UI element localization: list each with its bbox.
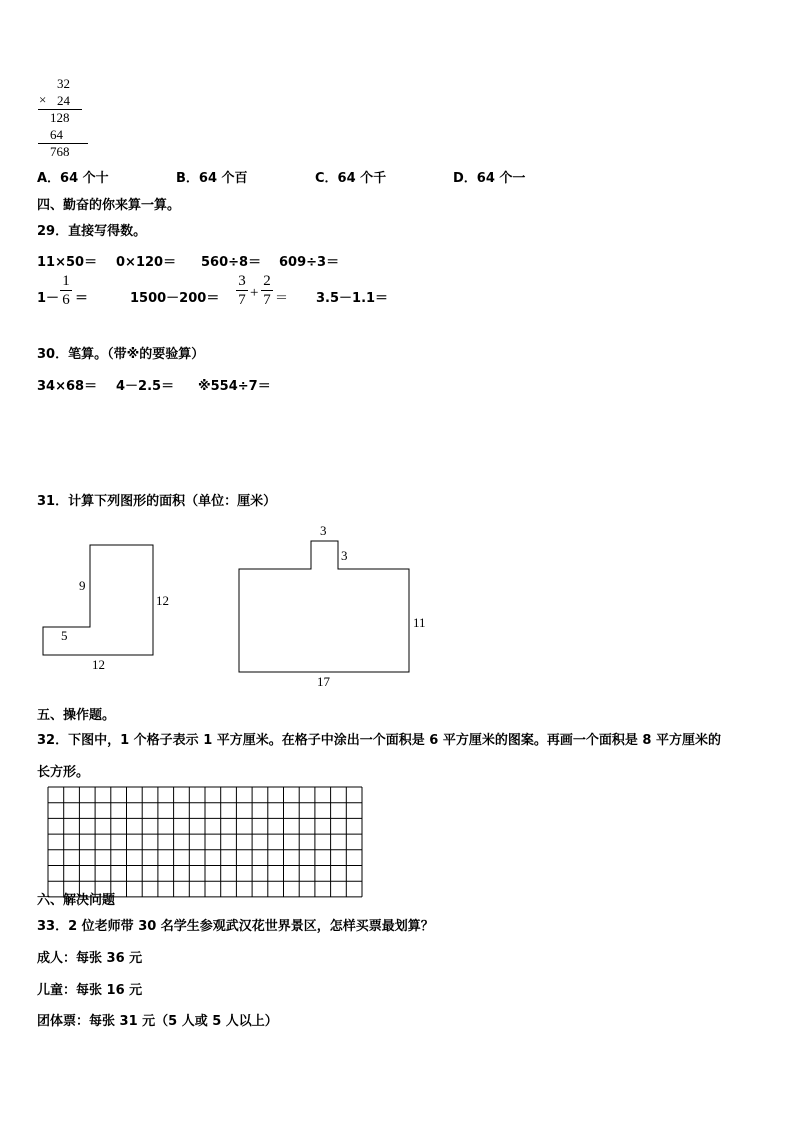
fraction-denominator: 7: [238, 292, 246, 308]
adult-ticket-price: 成人：每张 36 元: [37, 951, 143, 966]
fig1-label-left: 9: [79, 578, 86, 593]
q32-line-2: 长方形。: [37, 765, 90, 780]
group-ticket-price: 团体票：每张 31 元（5 人或 5 人以上）: [37, 1014, 278, 1029]
child-ticket-price: 儿童：每张 16 元: [37, 983, 143, 998]
q29-item-5-equals: ＝: [75, 291, 89, 306]
q33-title: 33．2 位老师带 30 名学生参观武汉花世界景区，怎样买票最划算？: [37, 919, 434, 934]
fig2-label-right: 11: [413, 615, 426, 630]
mult-result: 768: [50, 144, 70, 159]
q30-item-3: ※554÷7＝: [198, 379, 271, 394]
fig2-label-notch: 3: [341, 548, 348, 563]
option-c: C．64 个千: [315, 171, 387, 186]
q29-item-1: 11×50＝: [37, 255, 98, 270]
plus-sign: +: [250, 285, 259, 301]
q30-title: 30．笔算。（带※的要验算）: [37, 347, 205, 362]
mult-top-number: 32: [57, 76, 70, 91]
fraction-numerator: 2: [263, 273, 271, 289]
q29-item-7-equals: ＝: [275, 291, 289, 306]
q29-item-2: 0×120＝: [116, 255, 177, 270]
section-5-title: 五、操作题。: [37, 708, 116, 723]
mult-second-number: 24: [57, 93, 70, 108]
q29-item-4: 609÷3＝: [279, 255, 340, 270]
mult-partial-1: 128: [50, 110, 70, 125]
option-b: B．64 个百: [176, 171, 248, 186]
fig1-label-bottom: 12: [92, 657, 105, 672]
q29-item-3: 560÷8＝: [201, 255, 262, 270]
fig1-label-right: 12: [156, 593, 169, 608]
q32-line-1: 32．下图中，1 个格子表示 1 平方厘米。在格子中涂出一个面积是 6 平方厘米的图案。再画一个面积是 8 平方厘米的: [37, 733, 721, 748]
mult-partial-2: 64: [50, 127, 63, 142]
q30-item-1: 34×68＝: [37, 379, 98, 394]
q29-item-8: 3.5－1.1＝: [316, 291, 389, 306]
notched-rectangle-figure: [239, 541, 409, 672]
square-grid: [48, 787, 362, 897]
mult-times-sign: ×: [39, 92, 47, 107]
section-4-title: 四、勤奋的你来算一算。: [37, 198, 181, 213]
q31-title: 31．计算下列图形的面积（单位：厘米）: [37, 494, 277, 509]
section-6-title: 六、解决问题: [37, 893, 116, 908]
q29-item-5-prefix: 1－: [37, 291, 60, 306]
fraction-denominator: 6: [62, 292, 70, 308]
fraction-numerator: 3: [238, 273, 246, 289]
q30-item-2: 4－2.5＝: [116, 379, 175, 394]
fraction-denominator: 7: [263, 292, 271, 308]
fig1-label-step: 5: [61, 628, 68, 643]
l-shape-figure: [43, 545, 153, 655]
q29-item-6: 1500－200＝: [130, 291, 220, 306]
fraction-numerator: 1: [62, 273, 70, 289]
option-d: D．64 个一: [453, 171, 526, 186]
q29-title: 29．直接写得数。: [37, 224, 147, 239]
option-a: A．64 个十: [37, 171, 109, 186]
fig2-label-bottom: 17: [317, 674, 330, 689]
fig2-label-top: 3: [320, 523, 327, 538]
